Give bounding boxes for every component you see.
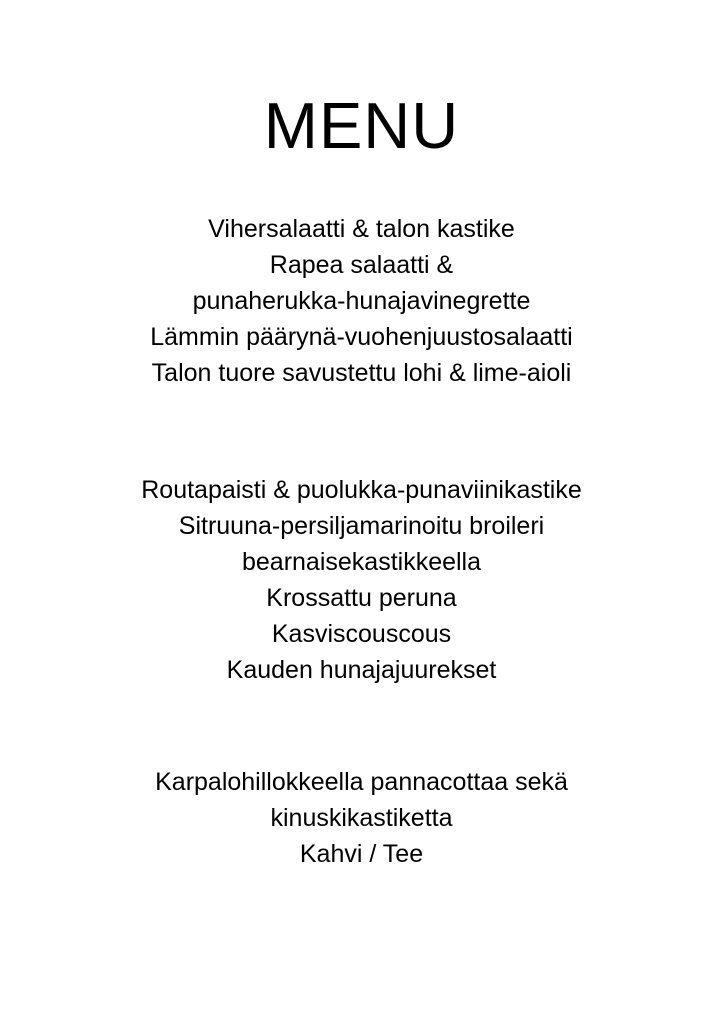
menu-item: Talon tuore savustettu lohi & lime-aioli [151, 359, 572, 387]
menu-item: punaherukka-hunajavinegrette [192, 287, 531, 315]
menu-item: kinuskikastiketta [270, 804, 453, 832]
menu-item: Routapaisti & puolukka-punaviinikastike [141, 476, 582, 504]
menu-item: Sitruuna-persiljamarinoitu broileri [178, 512, 545, 540]
menu-item: Kauden hunajajuurekset [226, 656, 497, 684]
menu-title: MENU [263, 89, 460, 162]
menu-item: Kasviscouscous [271, 620, 452, 648]
menu-item: Krossattu peruna [266, 584, 457, 612]
menu-item: Vihersalaatti & talon kastike [208, 215, 515, 243]
menu-item: Karpalohillokkeella pannacottaa sekä [155, 768, 568, 796]
menu-section-mains [0, 472, 723, 688]
menu-item: Rapea salaatti & [269, 251, 454, 279]
menu-item: Kahvi / Tee [299, 840, 424, 868]
menu-item: Lämmin päärynä-vuohenjuustosalaatti [150, 323, 573, 351]
menu-item: bearnaisekastikkeella [241, 548, 482, 576]
menu-section-starters [0, 211, 723, 391]
menu-section-desserts [0, 764, 723, 872]
